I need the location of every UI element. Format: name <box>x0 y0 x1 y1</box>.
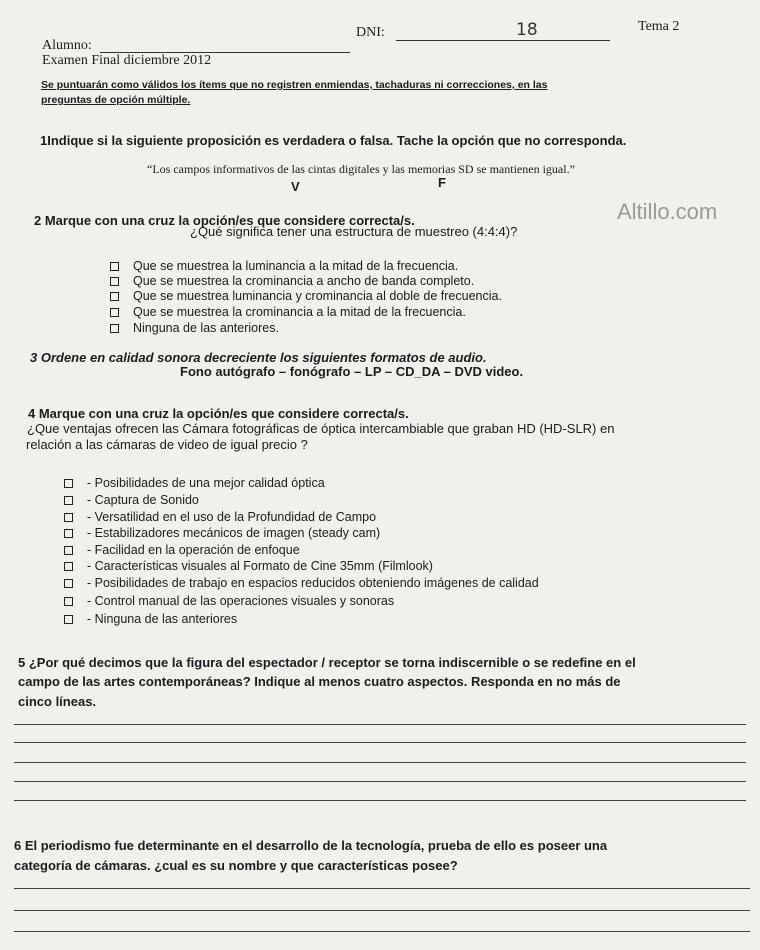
q4-option-label: - Ninguna de las anteriores <box>87 612 238 626</box>
q6-line-1: 6 El periodismo fue determinante en el desarrollo de la tecnología, prueba de ello es poseer una <box>14 838 608 853</box>
q4-subquestion-1: ¿Que ventajas ofrecen las Cámara fotográficas de óptica intercambiable que graban HD (HD-SLR) en <box>27 421 615 436</box>
dni-value: 18 <box>516 20 538 40</box>
q2-option[interactable] <box>110 321 279 335</box>
q2-option[interactable] <box>110 274 474 288</box>
notice-line-1: Se puntuarán como válidos los ítems que no registren enmiendas, tachaduras ni correcciones, en las <box>41 79 548 91</box>
q2-option[interactable] <box>110 289 502 303</box>
checkbox-icon[interactable] <box>64 597 73 606</box>
q4-option-label: - Estabilizadores mecánicos de imagen (steady cam) <box>87 526 381 540</box>
q6-answer-line[interactable] <box>14 931 750 932</box>
q4-option-label: - Captura de Sonido <box>87 493 199 507</box>
tema-label: Tema 2 <box>638 19 680 34</box>
checkbox-icon[interactable] <box>64 529 73 538</box>
q1-text: 1Indique si la siguiente proposición es verdadera o falsa. Tache la opción que no corresponda. <box>40 133 627 148</box>
checkbox-icon[interactable] <box>64 579 73 588</box>
q4-text: 4 Marque con una cruz la opción/es que considere correcta/s. <box>28 406 409 421</box>
alumno-label: Alumno: <box>42 38 92 53</box>
q4-option[interactable] <box>64 559 433 573</box>
q2-option[interactable] <box>110 259 458 273</box>
q2-option-label: Que se muestrea la crominancia a la mitad de la frecuencia. <box>133 305 466 319</box>
q4-option-label: - Versatilidad en el uso de la Profundidad de Campo <box>87 510 377 524</box>
checkbox-icon[interactable] <box>64 496 73 505</box>
q2-option-label: Ninguna de las anteriores. <box>133 321 279 335</box>
checkbox-icon[interactable] <box>64 546 73 555</box>
checkbox-icon[interactable] <box>110 308 119 317</box>
q5-answer-line[interactable] <box>14 781 746 782</box>
q1-quote: “Los campos informativos de las cintas digitales y las memorias SD se mantienen igual.” <box>147 162 575 176</box>
checkbox-icon[interactable] <box>110 292 119 301</box>
q5-line-3: cinco líneas. <box>18 694 97 709</box>
q5-line-1: 5 ¿Por qué decimos que la figura del espectador / receptor se torna indiscernible o se redefine en el <box>18 655 636 670</box>
dni-label: DNI: <box>356 25 385 40</box>
q2-subquestion: ¿Qué significa tener una estructura de muestreo (4:4:4)? <box>190 224 518 239</box>
checkbox-icon[interactable] <box>64 513 73 522</box>
checkbox-icon[interactable] <box>64 479 73 488</box>
q4-option[interactable] <box>64 493 199 507</box>
q6-answer-line[interactable] <box>14 888 750 889</box>
q4-option[interactable] <box>64 594 394 608</box>
dni-field-line <box>396 40 610 41</box>
checkbox-icon[interactable] <box>64 615 73 624</box>
q4-option-label: - Posibilidades de trabajo en espacios reducidos obteniendo imágenes de calidad <box>87 576 539 590</box>
q4-subquestion-2: relación a las cámaras de video de igual precio ? <box>26 437 308 452</box>
exam-title: Examen Final diciembre 2012 <box>42 53 212 68</box>
q4-option[interactable] <box>64 510 376 524</box>
q2-text: 2 Marque con una cruz la opción/es que considere correcta/s. <box>34 213 415 228</box>
q6-line-2: categoría de cámaras. ¿cual es su nombre y que características posee? <box>14 858 458 873</box>
q1-option-v[interactable]: V <box>291 179 300 194</box>
q4-option-label: - Facilidad en la operación de enfoque <box>87 543 300 557</box>
q4-option-label: - Control manual de las operaciones visuales y sonoras <box>87 594 395 608</box>
watermark-logo: Altillo.com <box>617 199 718 224</box>
q2-option-label: Que se muestrea la luminancia a la mitad de la frecuencia. <box>133 259 459 273</box>
checkbox-icon[interactable] <box>110 277 119 286</box>
q2-option[interactable] <box>110 305 466 319</box>
q5-answer-line[interactable] <box>14 762 746 763</box>
q5-answer-line[interactable] <box>14 800 746 801</box>
q1-option-f[interactable]: F <box>438 175 446 190</box>
q6-answer-line[interactable] <box>14 910 750 911</box>
q4-option[interactable] <box>64 526 380 540</box>
q5-answer-line[interactable] <box>14 742 746 743</box>
checkbox-icon[interactable] <box>110 324 119 333</box>
q4-option[interactable] <box>64 576 539 590</box>
notice-line-2: preguntas de opción múltiple. <box>41 94 191 106</box>
q4-option-label: - Posibilidades de una mejor calidad óptica <box>87 476 325 490</box>
q4-option-label: - Características visuales al Formato de Cine 35mm (Filmlook) <box>87 559 433 573</box>
q4-option[interactable] <box>64 612 237 626</box>
q3-text: 3 Ordene en calidad sonora decreciente los siguientes formatos de audio. <box>30 350 487 365</box>
q4-option[interactable] <box>64 543 300 557</box>
q3-formats: Fono autógrafo – fonógrafo – LP – CD_DA – DVD video. <box>180 364 524 379</box>
q5-line-2: campo de las artes contemporáneas? Indique al menos cuatro aspectos. Responda en no más de <box>18 674 621 689</box>
q2-option-label: Que se muestrea luminancia y crominancia al doble de frecuencia. <box>133 289 502 303</box>
checkbox-icon[interactable] <box>110 262 119 271</box>
checkbox-icon[interactable] <box>64 562 73 571</box>
q4-option[interactable] <box>64 476 325 490</box>
q2-option-label: Que se muestrea la crominancia a ancho de banda completo. <box>133 274 475 288</box>
q5-answer-line[interactable] <box>14 724 746 725</box>
